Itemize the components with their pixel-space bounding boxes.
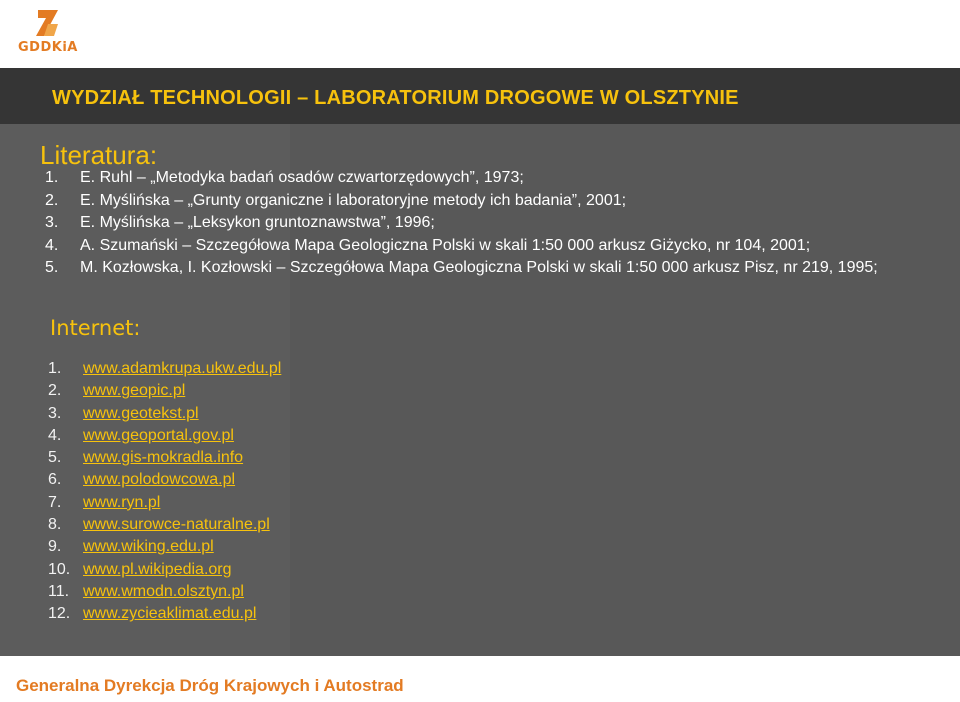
- internet-item-number: 9.: [48, 538, 62, 556]
- literature-item-number: 2.: [45, 191, 59, 209]
- internet-link[interactable]: www.zycieaklimat.edu.pl: [83, 605, 257, 623]
- internet-link[interactable]: www.geopic.pl: [83, 382, 186, 400]
- internet-item: [48, 403, 448, 425]
- footer-text: Generalna Dyrekcja Dróg Krajowych i Autostrad: [16, 676, 404, 695]
- internet-link[interactable]: www.ryn.pl: [83, 493, 161, 511]
- literature-list: [45, 167, 945, 280]
- logo-text: GDDKiA: [18, 40, 78, 55]
- internet-link[interactable]: www.geotekst.pl: [83, 404, 199, 422]
- internet-item: [48, 536, 448, 558]
- literature-item-number: 1.: [45, 169, 59, 186]
- internet-item: [48, 358, 448, 380]
- internet-link[interactable]: www.polodowcowa.pl: [83, 471, 236, 489]
- top-bar: [0, 0, 960, 68]
- literature-item-number: 3.: [45, 214, 59, 232]
- literature-item-text: M. Kozłowska, I. Kozłowski – Szczegółowa Mapa Geologiczna Polski w skali 1:50 000 arkusz Pisz, nr 219, 1995;: [80, 259, 878, 277]
- internet-item-number: 3.: [48, 404, 62, 422]
- internet-link[interactable]: www.wiking.edu.pl: [83, 538, 214, 556]
- literature-item: [45, 257, 945, 280]
- internet-item-number: 12.: [48, 605, 71, 623]
- internet-item: [48, 603, 448, 625]
- literature-heading: Literatura:: [40, 140, 158, 170]
- internet-list: [48, 358, 448, 626]
- internet-item: [48, 559, 448, 581]
- literature-item-text: E. Myślińska – „Leksykon gruntoznawstwa”, 1996;: [80, 214, 435, 232]
- internet-item: [48, 380, 448, 402]
- internet-item: [48, 447, 448, 469]
- internet-item: [48, 581, 448, 603]
- internet-item-number: 8.: [48, 516, 62, 534]
- internet-link[interactable]: www.wmodn.olsztyn.pl: [83, 582, 244, 600]
- internet-link[interactable]: www.gis-mokradla.info: [83, 449, 244, 467]
- internet-item-number: 10.: [48, 560, 71, 578]
- internet-item-number: 11.: [48, 582, 70, 600]
- literature-item-number: 5.: [45, 259, 59, 277]
- literature-item: [45, 167, 945, 190]
- internet-item: [48, 469, 448, 491]
- literature-item: [45, 190, 945, 213]
- internet-link[interactable]: www.pl.wikipedia.org: [83, 560, 232, 578]
- internet-item-number: 7.: [48, 493, 62, 511]
- literature-item-number: 4.: [45, 236, 59, 254]
- literature-item: [45, 235, 945, 258]
- internet-item: [48, 514, 448, 536]
- gddkia-logo-icon: [34, 8, 62, 38]
- internet-link[interactable]: www.surowce-naturalne.pl: [83, 516, 270, 534]
- internet-heading: Internet:: [50, 316, 141, 340]
- literature-item-text: E. Myślińska – „Grunty organiczne i laboratoryjne metody ich badania”, 2001;: [80, 191, 627, 209]
- internet-item-number: 4.: [48, 426, 62, 444]
- internet-item-number: 5.: [48, 449, 62, 467]
- literature-item: [45, 212, 945, 235]
- internet-item-number: 1.: [48, 360, 62, 377]
- internet-link[interactable]: www.geoportal.gov.pl: [83, 426, 234, 444]
- internet-item-number: 6.: [48, 471, 62, 489]
- internet-item: [48, 425, 448, 447]
- literature-item-text: E. Ruhl – „Metodyka badań osadów czwartorzędowych”, 1973;: [80, 169, 524, 186]
- internet-item: [48, 492, 448, 514]
- page-title: WYDZIAŁ TECHNOLOGII – LABORATORIUM DROGOWE W OLSZTYNIE: [52, 87, 739, 109]
- internet-item-number: 2.: [48, 382, 62, 400]
- gddkia-logo: [14, 8, 94, 60]
- internet-link[interactable]: www.adamkrupa.ukw.edu.pl: [83, 360, 282, 377]
- literature-item-text: A. Szumański – Szczegółowa Mapa Geologiczna Polski w skali 1:50 000 arkusz Giżycko, nr 104, 2001;: [80, 236, 811, 254]
